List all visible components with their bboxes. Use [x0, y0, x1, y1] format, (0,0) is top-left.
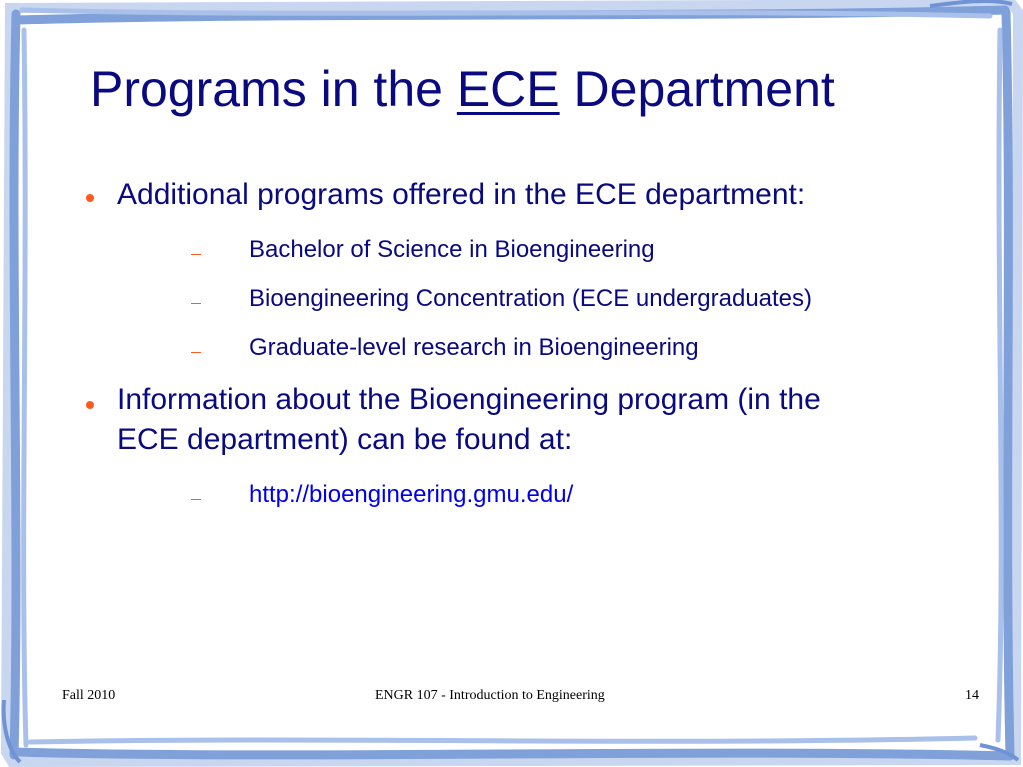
bullet-item-2-line-1: Information about the Bioengineering program (in the: [117, 383, 821, 416]
bioengineering-link[interactable]: http://bioengineering.gmu.edu/: [249, 481, 574, 508]
sub-item-bs-bioengineering: Bachelor of Science in Bioengineering: [249, 236, 655, 263]
slide-title: [90, 62, 835, 117]
title-prefix: Programs in the: [90, 61, 457, 117]
footer-page-number: 14: [965, 688, 979, 703]
dash-icon: [191, 303, 201, 304]
footer-date: Fall 2010: [62, 688, 116, 703]
dash-icon: [191, 352, 201, 353]
bullet-dot-icon: [86, 401, 94, 409]
dash-icon: [191, 254, 201, 255]
bullet-dot-icon: [86, 194, 94, 202]
sub-item-graduate-research: Graduate-level research in Bioengineering: [249, 334, 699, 361]
bullet-item-2-line-2: ECE department) can be found at:: [117, 423, 573, 456]
title-suffix: Department: [559, 61, 835, 117]
footer-course: ENGR 107 - Introduction to Engineering: [375, 688, 605, 703]
sub-item-bio-concentration: Bioengineering Concentration (ECE undergraduates): [249, 285, 813, 312]
dash-icon: [191, 499, 201, 500]
bullet-item-1: Additional programs offered in the ECE department:: [117, 178, 806, 211]
title-emphasis: ECE: [456, 61, 560, 117]
